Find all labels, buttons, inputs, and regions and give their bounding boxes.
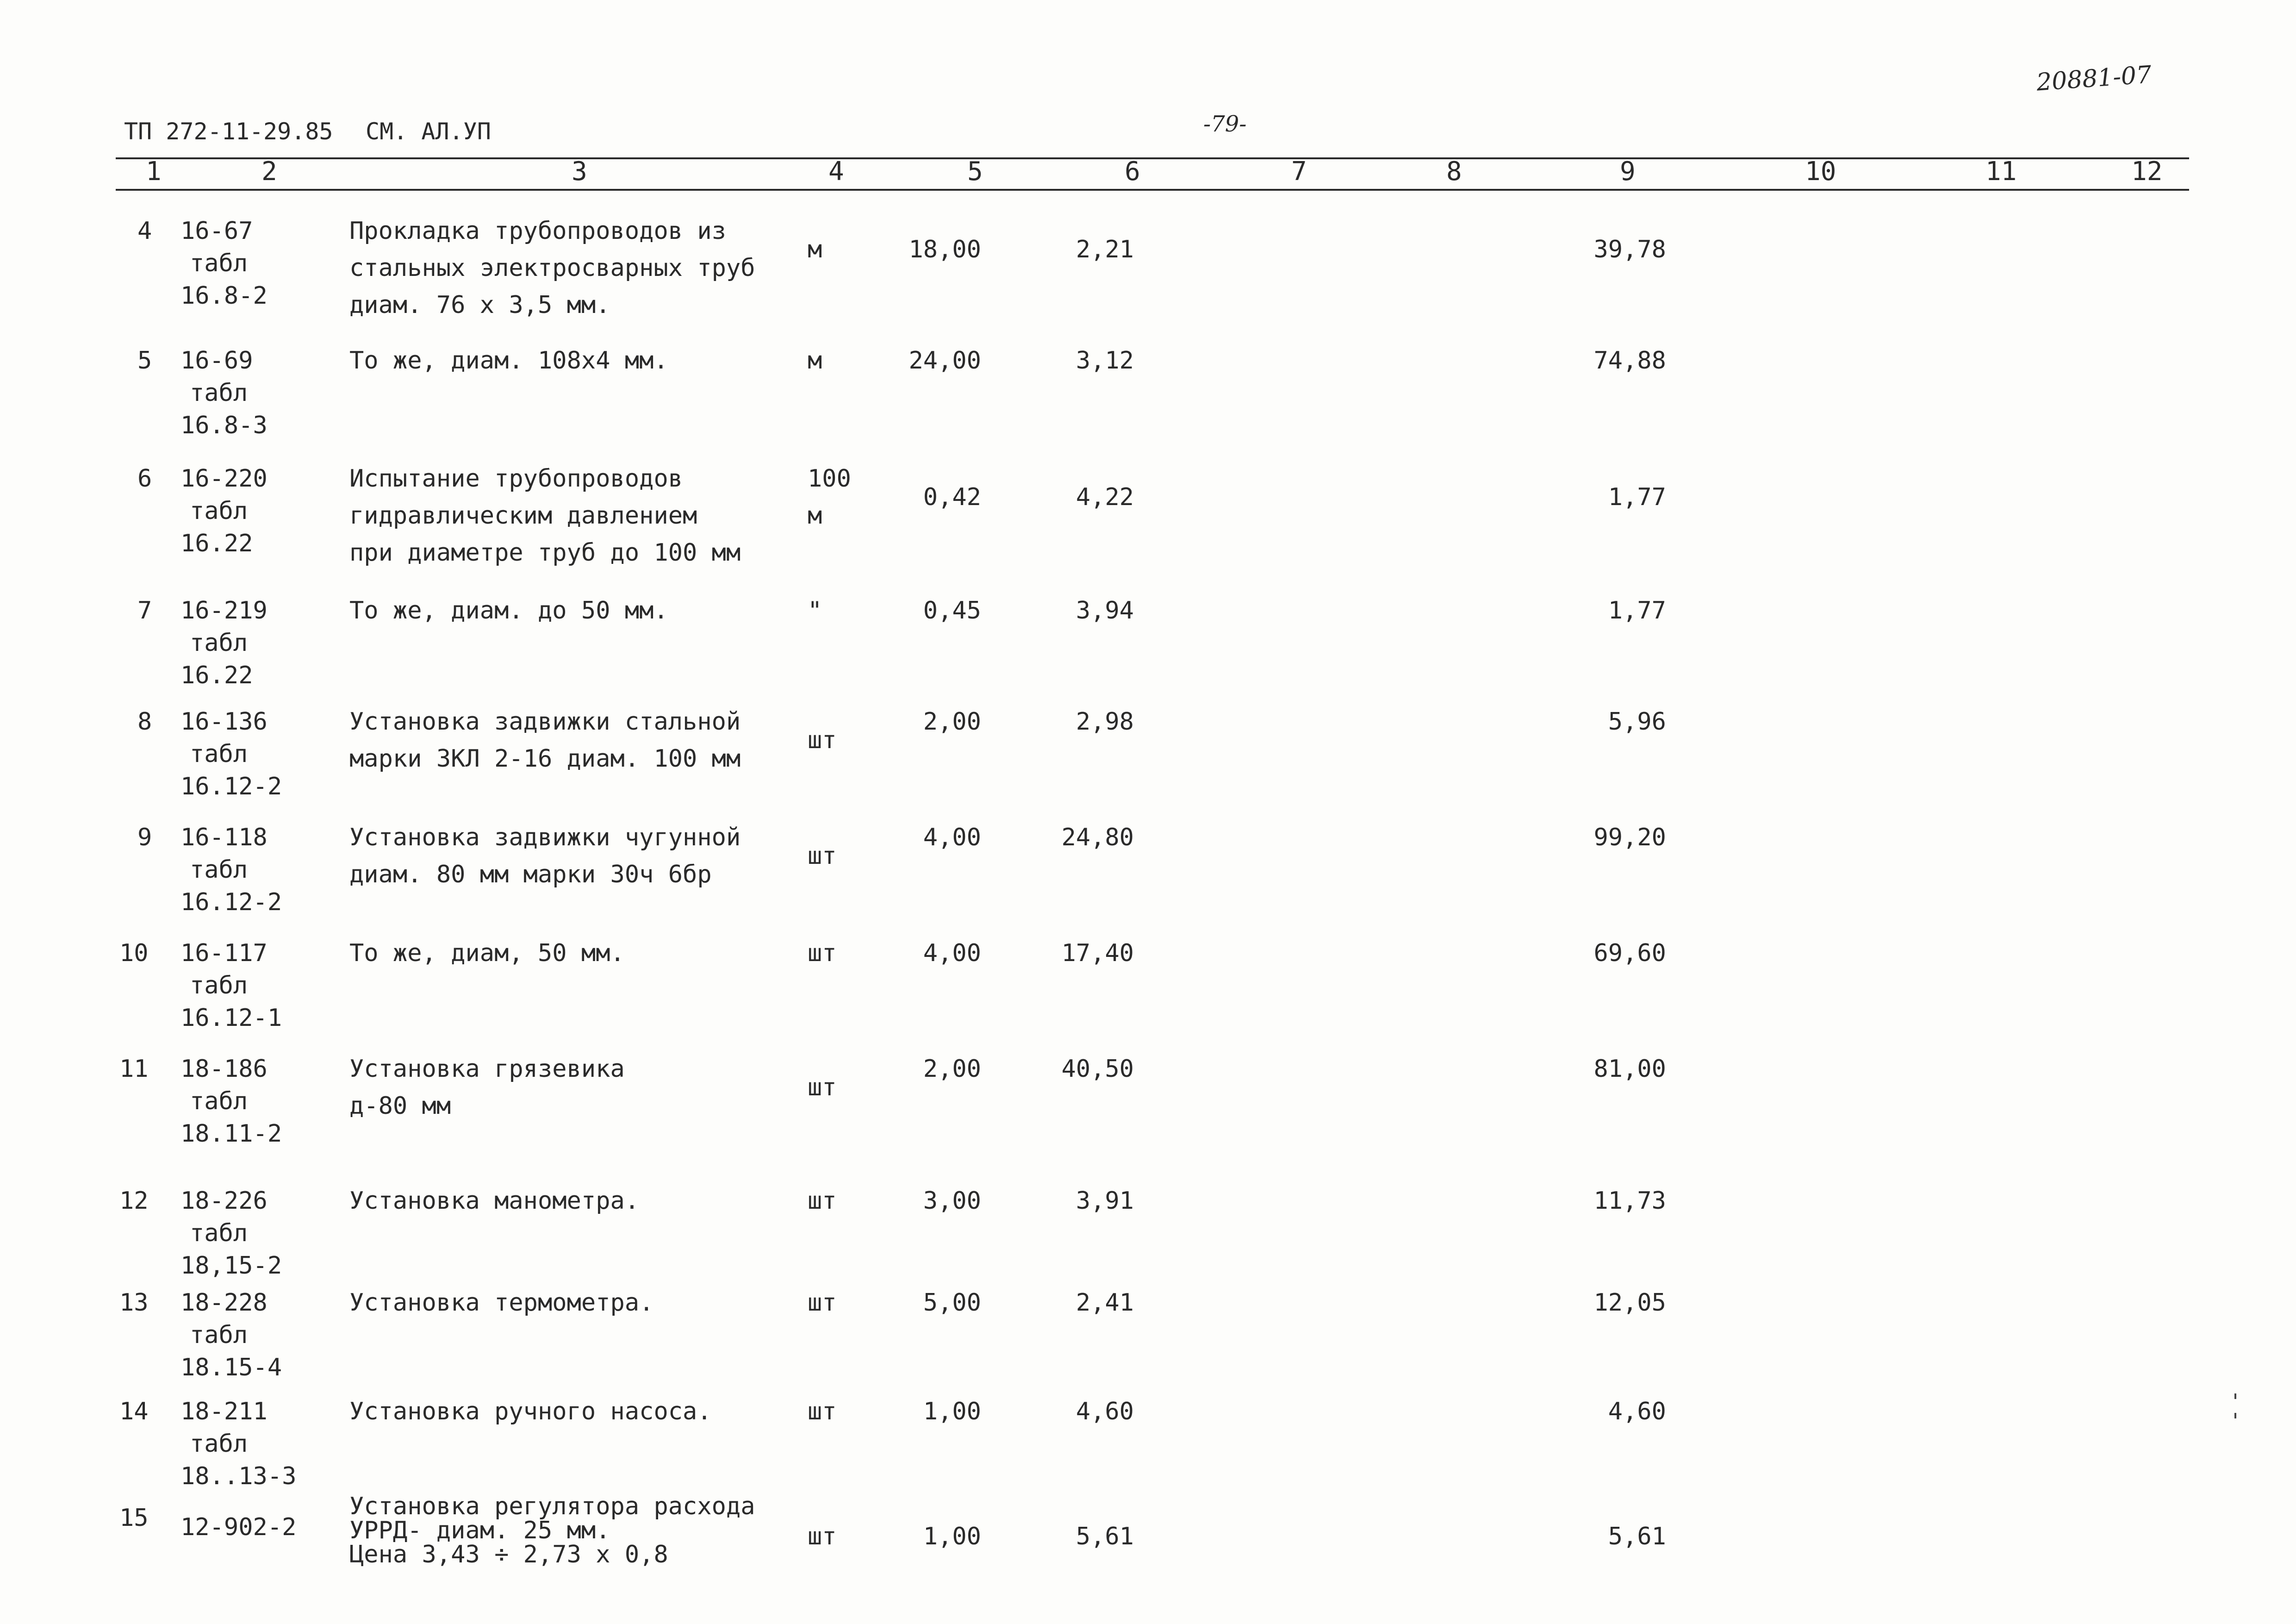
description-line: гидравлическим давлением (349, 502, 697, 530)
row-number: 6 (137, 465, 152, 493)
unit-price: 24,80 (1061, 824, 1134, 851)
column-number: 7 (1291, 156, 1307, 187)
column-number: 9 (1620, 156, 1636, 187)
quantity: 24,00 (908, 347, 981, 375)
unit: 100 (808, 465, 851, 493)
unit: шт (808, 1187, 837, 1215)
quantity: 4,00 (923, 939, 981, 967)
description-line: диам. 80 мм марки 30ч 6бр (349, 861, 712, 888)
total-cost: 69,60 (1593, 939, 1666, 967)
description-line: диам. 76 х 3,5 мм. (349, 291, 610, 319)
rate-code-line: 18-211 (180, 1398, 268, 1425)
unit-price: 3,91 (1076, 1187, 1134, 1215)
rate-code-line: табл (190, 972, 248, 999)
row-number: 13 (119, 1289, 149, 1317)
unit-price: 4,60 (1076, 1398, 1134, 1425)
quantity: 3,00 (923, 1187, 981, 1215)
description-line: Установка регулятора расхода (349, 1493, 755, 1520)
total-cost: 12,05 (1593, 1289, 1666, 1317)
unit: " (808, 597, 822, 625)
unit: м (808, 502, 822, 530)
quantity: 2,00 (923, 708, 981, 736)
quantity: 5,00 (923, 1289, 981, 1317)
total-cost: 4,60 (1608, 1398, 1666, 1425)
rate-code-line: 18..13-3 (180, 1462, 297, 1490)
description-line: Установка термометра. (349, 1289, 654, 1317)
quantity: 1,00 (923, 1398, 981, 1425)
unit: шт (808, 939, 837, 967)
row-number: 15 (119, 1504, 149, 1532)
description-line: Прокладка трубопроводов из (349, 217, 726, 245)
description-line: Установка задвижки чугунной (349, 824, 741, 851)
unit: м (808, 347, 822, 375)
row-number: 12 (119, 1187, 149, 1215)
description-line: Цена 3,43 ÷ 2,73 х 0,8 (349, 1541, 668, 1568)
row-number: 14 (119, 1398, 149, 1425)
unit: шт (808, 1074, 837, 1101)
quantity: 4,00 (923, 824, 981, 851)
unit-price: 2,41 (1076, 1289, 1134, 1317)
column-number: 5 (967, 156, 983, 187)
corner-mark: 20881-07 (2035, 61, 2153, 97)
description-line: стальных электросварных труб (349, 254, 755, 282)
total-cost: 1,77 (1608, 483, 1666, 511)
description-line: То же, диам. 108х4 мм. (349, 347, 668, 375)
rate-code-line: 18-228 (180, 1289, 268, 1317)
unit-price: 2,98 (1076, 708, 1134, 736)
rate-code-line: 16.8-2 (180, 282, 268, 310)
quantity: 0,42 (923, 483, 981, 511)
total-cost: 74,88 (1593, 347, 1666, 375)
quantity: 18,00 (908, 236, 981, 263)
column-number: 1 (146, 156, 162, 187)
description-line: при диаметре труб до 100 мм (349, 539, 741, 567)
unit: м (808, 236, 822, 263)
column-number: 10 (1805, 156, 1836, 187)
description-line: То же, диам. до 50 мм. (349, 597, 668, 625)
total-cost: 39,78 (1593, 236, 1666, 263)
quantity: 2,00 (923, 1055, 981, 1083)
row-number: 11 (119, 1055, 149, 1083)
description-line: д-80 мм (349, 1092, 451, 1120)
rate-code-line: табл (190, 856, 248, 884)
rate-code-line: 16-67 (180, 217, 253, 245)
rate-code-line: табл (190, 1321, 248, 1349)
quantity: 1,00 (923, 1523, 981, 1550)
margin-mark (2234, 1393, 2236, 1399)
quantity: 0,45 (923, 597, 981, 625)
rate-code-line: 16.12-2 (180, 773, 282, 800)
page-number: -79- (1203, 111, 1247, 137)
document-code: ТП 272-11-29.85 (124, 118, 333, 145)
rate-code-line: 16.12-2 (180, 888, 282, 916)
rate-code-line: 16.22 (180, 662, 253, 689)
column-number: 11 (1985, 156, 2017, 187)
rate-code-line: табл (190, 740, 248, 768)
rate-code-line: табл (190, 497, 248, 525)
total-cost: 99,20 (1593, 824, 1666, 851)
column-number: 2 (261, 156, 277, 187)
description-line: УРРД- диам. 25 мм. (349, 1517, 610, 1544)
total-cost: 1,77 (1608, 597, 1666, 625)
rate-code-line: 18.15-4 (180, 1354, 282, 1381)
rate-code-line: табл (190, 379, 248, 407)
unit-price: 3,94 (1076, 597, 1134, 625)
rate-code-line: 16-69 (180, 347, 253, 375)
unit: шт (808, 1398, 837, 1425)
row-number: 9 (137, 824, 152, 851)
unit: шт (808, 1523, 837, 1550)
rate-code-line: 12-902-2 (180, 1513, 297, 1541)
description-line: Установка ручного насоса. (349, 1398, 712, 1425)
rate-code-line: 16-118 (180, 824, 268, 851)
header-top-rule (116, 157, 2189, 159)
header-bottom-rule (116, 189, 2189, 191)
row-number: 10 (119, 939, 149, 967)
margin-mark (2234, 1413, 2236, 1418)
total-cost: 5,61 (1608, 1523, 1666, 1550)
column-number: 8 (1446, 156, 1462, 187)
row-number: 4 (137, 217, 152, 245)
rate-code-line: табл (190, 1430, 248, 1458)
rate-code-line: 16-220 (180, 465, 268, 493)
rate-code-line: 16-136 (180, 708, 268, 736)
description-line: Установка грязевика (349, 1055, 625, 1083)
total-cost: 5,96 (1608, 708, 1666, 736)
unit: шт (808, 726, 837, 754)
column-number: 12 (2131, 156, 2163, 187)
unit: шт (808, 1289, 837, 1317)
column-number: 3 (572, 156, 587, 187)
rate-code-line: 18-186 (180, 1055, 268, 1083)
rate-code-line: 16.22 (180, 530, 253, 557)
description-line: Испытание трубопроводов (349, 465, 683, 493)
description-line: Установка манометра. (349, 1187, 640, 1215)
sheet-reference: СМ. АЛ.УП (366, 118, 491, 145)
total-cost: 11,73 (1593, 1187, 1666, 1215)
rate-code-line: 18,15-2 (180, 1252, 282, 1280)
row-number: 5 (137, 347, 152, 375)
rate-code-line: 16.8-3 (180, 412, 268, 439)
description-line: Установка задвижки стальной (349, 708, 741, 736)
column-number: 4 (828, 156, 844, 187)
rate-code-line: 18-226 (180, 1187, 268, 1215)
rate-code-line: табл (190, 250, 248, 277)
unit-price: 4,22 (1076, 483, 1134, 511)
row-number: 7 (137, 597, 152, 625)
rate-code-line: табл (190, 1219, 248, 1247)
unit-price: 5,61 (1076, 1523, 1134, 1550)
rate-code-line: 16-219 (180, 597, 268, 625)
rate-code-line: 18.11-2 (180, 1120, 282, 1148)
unit-price: 40,50 (1061, 1055, 1134, 1083)
rate-code-line: табл (190, 629, 248, 657)
column-number: 6 (1125, 156, 1140, 187)
description-line: марки ЗКЛ 2-16 диам. 100 мм (349, 745, 741, 773)
rate-code-line: 16.12-1 (180, 1004, 282, 1032)
description-line: То же, диам, 50 мм. (349, 939, 625, 967)
unit: шт (808, 842, 837, 870)
unit-price: 3,12 (1076, 347, 1134, 375)
unit-price: 2,21 (1076, 236, 1134, 263)
row-number: 8 (137, 708, 152, 736)
rate-code-line: 16-117 (180, 939, 268, 967)
rate-code-line: табл (190, 1087, 248, 1115)
total-cost: 81,00 (1593, 1055, 1666, 1083)
unit-price: 17,40 (1061, 939, 1134, 967)
